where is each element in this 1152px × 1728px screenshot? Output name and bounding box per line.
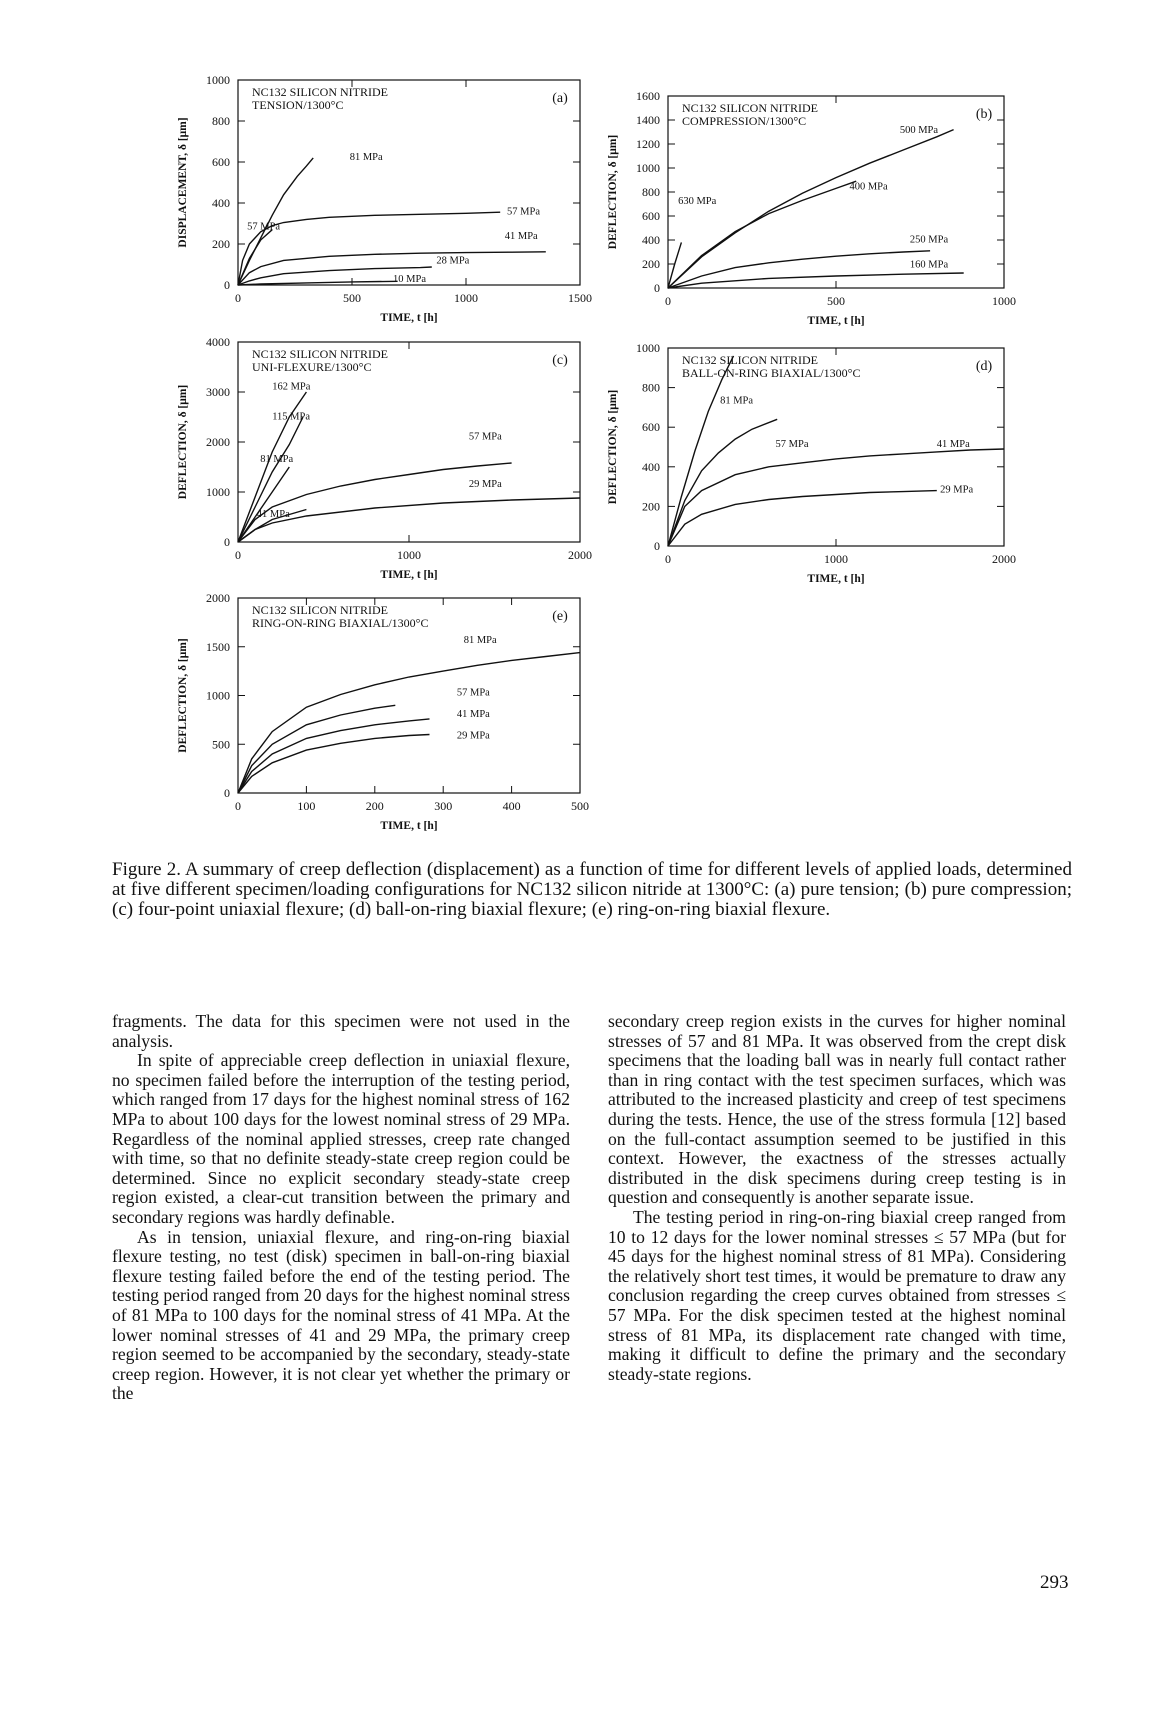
- y-tick-label: 1000: [206, 485, 230, 499]
- y-tick-label: 0: [224, 786, 230, 800]
- y-tick-label: 1000: [206, 73, 230, 87]
- y-tick-label: 0: [224, 278, 230, 292]
- series-line-41-mpa: [668, 449, 1004, 546]
- series-label: 500 MPa: [899, 125, 939, 137]
- x-tick-label: 0: [235, 799, 241, 813]
- y-tick-label: 1200: [636, 137, 660, 151]
- y-tick-label: 1400: [636, 113, 660, 127]
- series-line-57-mpa: [238, 705, 395, 793]
- text-column-right: [608, 1012, 1066, 1384]
- paragraph: As in tension, uniaxial flexure, and ring-on-ring biaxial flexure testing, no test (disk) specimen in ball-on-ring biaxial flexure testing failed before the end of the testing period. The testing period ranged from 20 days for the highest nominal stress of 81 MPa to 100 days for the nominal stress of 41 MPa. At the lower nominal stresses of 41 and 29 MPa, the primary creep region seemed to be accompanied by the secondary, steady-state creep region. However, it is not clear yet whether the primary or the: [112, 1226, 570, 1404]
- series-label: 81 MPa: [720, 395, 754, 407]
- x-tick-label: 500: [827, 294, 845, 308]
- series-line-81-mpa: [238, 653, 580, 793]
- y-tick-label: 400: [212, 196, 230, 210]
- series-line-29-mpa: [238, 735, 430, 794]
- panel-label: (e): [552, 609, 568, 624]
- y-tick-label: 800: [642, 185, 660, 199]
- y-axis-label: DEFLECTION, δ [μm]: [607, 389, 619, 505]
- series-label: 41 MPa: [936, 439, 970, 450]
- paragraph: fragments. The data for this specimen were not used in the analysis.: [112, 1011, 570, 1051]
- series-label: 81 MPa: [463, 634, 497, 646]
- y-axis-label: DISPLACEMENT, δ [μm]: [177, 117, 189, 248]
- series-label: 41 MPa: [456, 708, 490, 720]
- x-tick-label: 1000: [992, 294, 1016, 308]
- series-label: 57 MPa: [456, 687, 490, 699]
- y-tick-label: 200: [642, 499, 660, 514]
- series-label: 57 MPa: [775, 439, 809, 450]
- series-label: 160 MPa: [909, 259, 949, 271]
- chart-title-line: RING-ON-RING BIAXIAL/1300°C: [252, 616, 429, 630]
- chart-title-line: NC132 SILICON NITRIDE: [682, 101, 818, 115]
- y-tick-label: 600: [642, 209, 660, 223]
- x-tick-label: 400: [502, 799, 521, 813]
- y-axis-label: DEFLECTION, δ [μm]: [607, 134, 619, 250]
- chart-title-line: NC132 SILICON NITRIDE: [682, 353, 818, 367]
- x-tick-label: 1500: [568, 291, 592, 305]
- y-tick-label: 400: [642, 233, 660, 247]
- y-tick-label: 200: [642, 257, 660, 271]
- series-label: 81 MPa: [349, 151, 383, 163]
- series-label: 29 MPa: [940, 484, 974, 496]
- series-label: 10 MPa: [393, 273, 427, 285]
- series-line-29-mpa: [668, 491, 937, 546]
- series-label: 41 MPa: [256, 509, 290, 520]
- x-tick-label: 1000: [454, 291, 478, 305]
- y-tick-label: 800: [212, 114, 230, 128]
- y-tick-label: 1000: [636, 341, 660, 355]
- paragraph: secondary creep region exists in the curves for higher nominal stresses of 57 and 81 MPa. It was observed from the crept disk specimens that the loading ball was in nearly full contact rather than in ring contact with the test specimen surfaces, which was attributed to the increased plasticity and creep of test specimens during the tests. Hence, the use of the stress formula [12] based on the full-contact assumption seemed to be justified in this context. However, the exactness of the stresses actually distributed in the disk specimens during creep testing is in question and consequently is another separate issue.: [608, 1011, 1066, 1208]
- series-label: 115 MPa: [272, 411, 311, 423]
- text-column-left: [112, 1012, 570, 1404]
- series-label: 57 MPa: [507, 206, 541, 218]
- y-tick-label: 1500: [206, 639, 230, 654]
- y-tick-label: 0: [224, 535, 230, 549]
- chart-title-line: BALL-ON-RING BIAXIAL/1300°C: [682, 366, 861, 380]
- y-tick-label: 3000: [206, 385, 230, 399]
- panel-label: (a): [552, 91, 568, 106]
- chart-title-line: NC132 SILICON NITRIDE: [252, 347, 388, 361]
- series-label: 162 MPa: [272, 381, 311, 393]
- y-axis-label: DEFLECTION, δ [μm]: [177, 384, 189, 500]
- series-label: 81 MPa: [260, 454, 294, 465]
- page-number: 293: [1040, 1572, 1069, 1593]
- x-tick-label: 500: [571, 799, 589, 813]
- x-tick-label: 0: [235, 548, 241, 562]
- x-tick-label: 0: [235, 291, 241, 305]
- x-tick-label: 1000: [824, 552, 848, 566]
- y-tick-label: 400: [642, 459, 660, 474]
- y-tick-label: 600: [642, 420, 660, 435]
- paragraph: In spite of appreciable creep deflection in uniaxial flexure, no specimen failed before the interruption of the testing period, which ranged from 17 days for the highest nominal stress of 162 MPa to about 100 days for the lowest nominal stress of 29 MPa. Regardless of the nominal applied stresses, creep rate changed with time, so that no definite steady-state creep region could be determined. Since no explicit secondary steady-state creep region existed, a clear-cut transition between the primary and secondary regions was hardly definable.: [112, 1050, 570, 1227]
- y-tick-label: 2000: [206, 435, 230, 449]
- series-label: 57 MPa: [247, 221, 281, 233]
- series-label: 630 MPa: [678, 196, 717, 207]
- series-label: 400 MPa: [849, 181, 888, 193]
- panel-label: (c): [552, 353, 568, 368]
- series-label: 29 MPa: [468, 479, 502, 490]
- figure-caption: Figure 2. A summary of creep deflection (displacement) as a function of time for different levels of applied loads, determined at five different specimen/loading configurations for NC132 silicon nitride at 1300°C: (a) pure tension; (b) pure compression; (c) four-point uniaxial flexure; (d) ball-on-ring biaxial flexure; (e) ring-on-ring biaxial flexure.: [112, 859, 1072, 920]
- chart-title-line: NC132 SILICON NITRIDE: [252, 85, 388, 99]
- y-axis-label: DEFLECTION, δ [μm]: [177, 638, 189, 753]
- panel-label: (d): [975, 359, 993, 374]
- y-tick-label: 0: [654, 281, 660, 295]
- x-tick-label: 2000: [568, 548, 592, 562]
- chart-title-line: COMPRESSION/1300°C: [682, 114, 807, 128]
- series-label: 250 MPa: [909, 234, 949, 246]
- x-tick-label: 300: [434, 799, 453, 813]
- x-tick-label: 1000: [397, 548, 421, 562]
- x-tick-label: 100: [297, 799, 316, 813]
- series-label: 29 MPa: [456, 730, 490, 742]
- series-label: 57 MPa: [468, 431, 502, 443]
- x-axis-label: TIME, t [h]: [380, 312, 438, 324]
- y-tick-label: 4000: [206, 335, 230, 349]
- x-tick-label: 500: [343, 291, 361, 305]
- y-tick-label: 1600: [636, 89, 660, 103]
- x-axis-label: TIME, t [h]: [380, 820, 438, 832]
- y-tick-label: 0: [654, 539, 660, 553]
- series-line-160-mpa: [668, 273, 964, 288]
- y-tick-label: 2000: [206, 591, 230, 605]
- x-tick-label: 2000: [992, 552, 1016, 566]
- x-axis-label: TIME, t [h]: [380, 569, 438, 581]
- chart-title-line: NC132 SILICON NITRIDE: [252, 603, 388, 617]
- x-axis-label: TIME, t [h]: [807, 315, 865, 327]
- paragraph: The testing period in ring-on-ring biaxial creep ranged from 10 to 12 days for the lower nominal stresses ≤ 57 MPa (but for 45 days for the highest nominal stress of 81 MPa). Considering the relatively short test times, it would be premature to draw any conclusion regarding the creep curves obtained from stresses ≤ 57 MPa. For the disk specimen tested at the highest nominal stress of 81 MPa, its displacement rate changed with time, making it difficult to define the primary and the secondary steady-state regions.: [608, 1206, 1066, 1384]
- y-tick-label: 200: [212, 237, 230, 251]
- y-tick-label: 800: [642, 380, 660, 395]
- x-tick-label: 0: [665, 552, 671, 566]
- y-tick-label: 500: [212, 737, 230, 752]
- y-tick-label: 1000: [636, 161, 660, 175]
- series-label: 41 MPa: [504, 230, 538, 242]
- series-line-41-mpa: [238, 719, 430, 793]
- series-label: 28 MPa: [436, 255, 470, 267]
- panel-label: (b): [975, 107, 993, 122]
- y-tick-label: 600: [212, 155, 230, 169]
- x-tick-label: 200: [365, 799, 384, 813]
- series-line-57-mpa: [668, 419, 777, 546]
- chart-title-line: TENSION/1300°C: [252, 98, 344, 112]
- x-axis-label: TIME, t [h]: [807, 573, 865, 585]
- x-tick-label: 0: [665, 294, 671, 308]
- chart-title-line: UNI-FLEXURE/1300°C: [252, 360, 372, 374]
- y-tick-label: 1000: [206, 688, 230, 703]
